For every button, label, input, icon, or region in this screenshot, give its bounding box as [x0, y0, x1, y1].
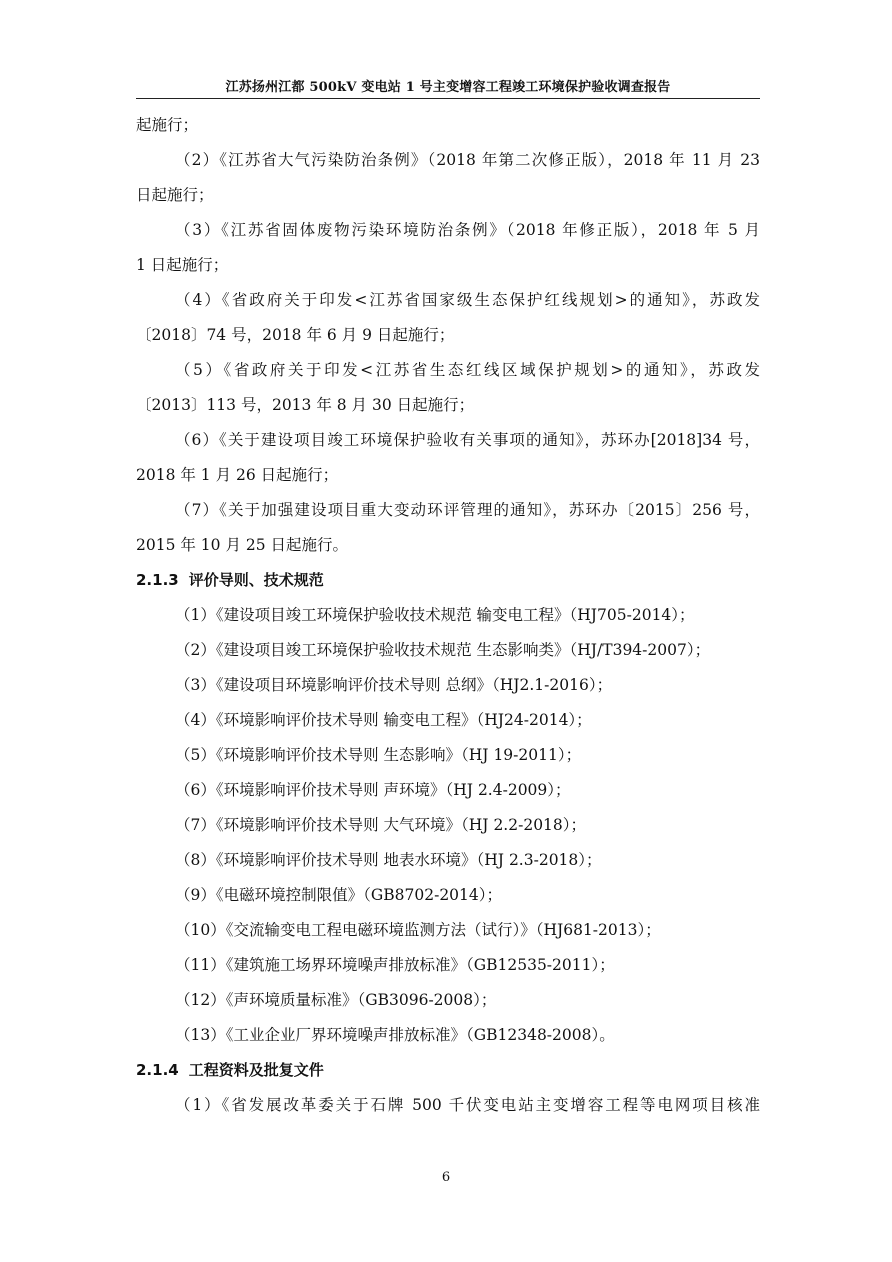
text-line: （6）《环境影响评价技术导则 声环境》（HJ 2.4-2009）； [175, 781, 571, 799]
text-line: 起施行； [136, 116, 199, 134]
text-line: （7）《环境影响评价技术导则 大气环境》（HJ 2.2-2018）； [175, 816, 587, 834]
running-header: 江苏扬州江都 500kV 变电站 1 号主变增容工程竣工环境保护验收调查报告 [225, 80, 671, 95]
text-line: （8）《环境影响评价技术导则 地表水环境》（HJ 2.3-2018）； [175, 851, 602, 869]
header-rule [136, 98, 760, 99]
text-line: 2018 年 1 月 26 日起施行； [136, 466, 339, 484]
text-line: 2015 年 10 月 25 日起施行。 [136, 536, 349, 554]
document-body [136, 108, 760, 1123]
section-title: 评价导则、技术规范 [188, 571, 324, 589]
text-line: 〔2018〕74 号，2018 年 6 月 9 日起施行； [136, 326, 455, 344]
text-line: 日起施行； [136, 186, 214, 204]
text-line: （9）《电磁环境控制限值》（GB8702-2014）； [175, 886, 503, 904]
text-line: （10）《交流输变电工程电磁环境监测方法（试行）》（HJ681-2013）； [175, 921, 661, 939]
text-line: （4）《省政府关于印发<江苏省国家级生态保护红线规划>的通知》，苏政发 [175, 291, 760, 309]
text-line: （11）《建筑施工场界环境噪声排放标准》（GB12535-2011）； [175, 956, 615, 974]
text-line: （5）《环境影响评价技术导则 生态影响》（HJ 19-2011）； [175, 746, 582, 764]
text-line: （5）《省政府关于印发<江苏省生态红线区域保护规划>的通知》，苏政发 [175, 361, 760, 379]
section-heading [136, 1053, 760, 1088]
text-line: （7）《关于加强建设项目重大变动环评管理的通知》，苏环办〔2015〕256 号， [175, 501, 760, 519]
page-number: 6 [441, 1170, 451, 1185]
text-line: （2）《江苏省大气污染防治条例》（2018 年第二次修正版），2018 年 11 月 23 [175, 151, 760, 169]
text-line: 1 日起施行； [136, 256, 229, 274]
text-line: （4）《环境影响评价技术导则 输变电工程》（HJ24-2014）； [175, 711, 592, 729]
text-line: （3）《建设项目环境影响评价技术导则 总纲》（HJ2.1-2016）； [175, 676, 613, 694]
section-heading [136, 563, 760, 598]
text-line: （1）《省发展改革委关于石牌 500 千伏变电站主变增容工程等电网项目核准 [175, 1096, 760, 1114]
text-line: （12）《声环境质量标准》（GB3096-2008）； [175, 991, 497, 1009]
text-line: （2）《建设项目竣工环境保护验收技术规范 生态影响类》（HJ/T394-2007）； [175, 641, 711, 659]
text-line: （13）《工业企业厂界环境噪声排放标准》（GB12348-2008）。 [175, 1026, 615, 1044]
section-title: 工程资料及批复文件 [188, 1061, 324, 1079]
text-line: （6）《关于建设项目竣工环境保护验收有关事项的通知》，苏环办[2018]34 号， [175, 431, 760, 449]
text-line: 〔2013〕113 号，2013 年 8 月 30 日起施行； [136, 396, 475, 414]
section-number: 2.1.4 [136, 1061, 179, 1079]
text-line: （1）《建设项目竣工环境保护验收技术规范 输变电工程》（HJ705-2014）； [175, 606, 695, 624]
section-number: 2.1.3 [136, 571, 179, 589]
text-line: （3）《江苏省固体废物污染环境防治条例》（2018 年修正版），2018 年 5 月 [175, 221, 760, 239]
